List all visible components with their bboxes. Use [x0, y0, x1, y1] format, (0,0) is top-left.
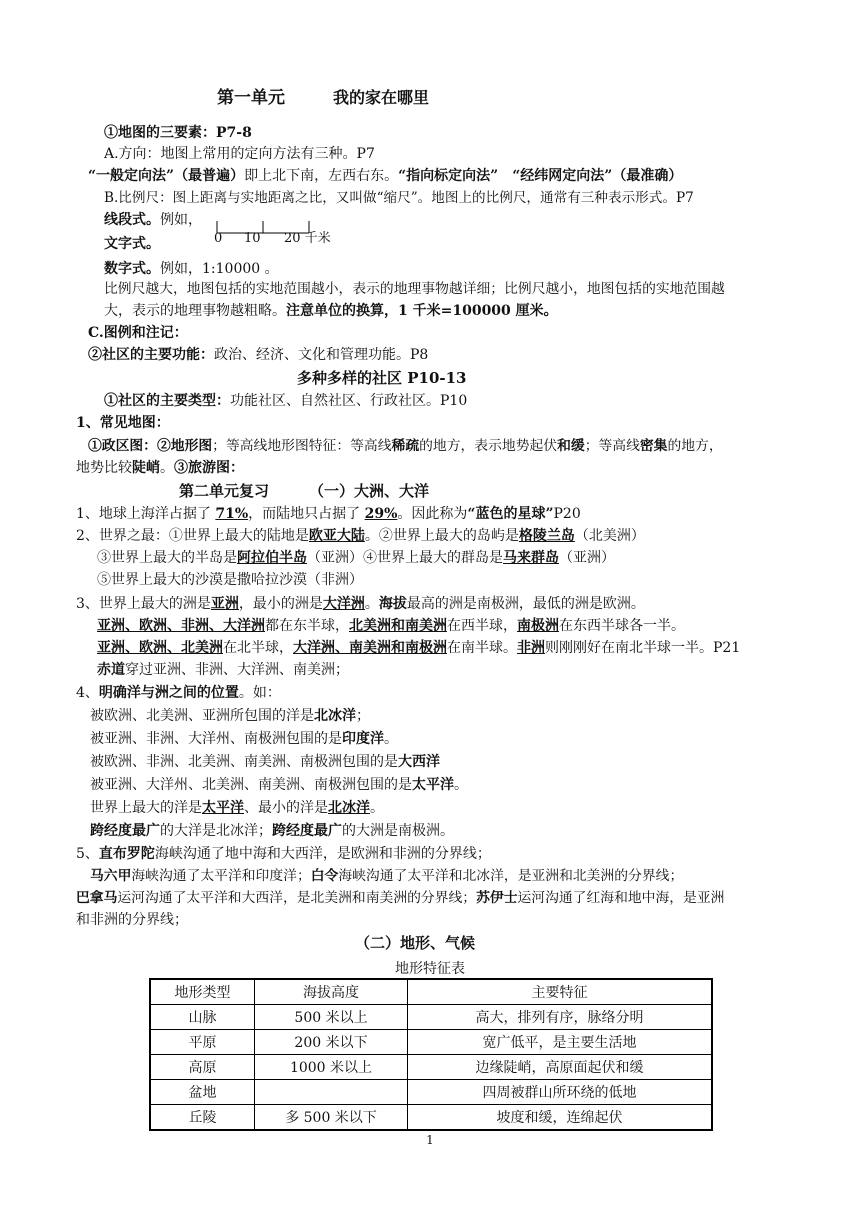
tourist-map-label: ③旅游图： [174, 460, 244, 476]
table-row [150, 1055, 712, 1080]
method-pointer: “指向标定向法” [398, 168, 499, 184]
table-header-cell: 海拔高度 [255, 979, 408, 1005]
line-scale-label: 线段式。 [104, 212, 160, 228]
table-cell: 边缘陡峭，高原面起伏和缓 [408, 1055, 713, 1080]
scale-tick-10: 10 [244, 231, 261, 246]
key-term-underlined: 大洋洲 [322, 596, 365, 612]
unit2-title [179, 481, 429, 501]
text-scale-label: 文字式。 [104, 236, 160, 252]
table-cell: 高大，排列有序，脉络分明 [408, 1005, 713, 1030]
table-row [150, 1105, 712, 1131]
scale-rule-2a: 大，表示的地理事物越粗略。 [104, 303, 286, 319]
text-segment: 5、 [76, 846, 99, 862]
equator-line [97, 660, 349, 680]
map-types-bold: ①政区图：②地形图 [88, 438, 213, 454]
text-segment: P20 [553, 506, 581, 522]
text-segment: （亚洲）④世界上最大的群岛是 [307, 550, 503, 566]
key-term: 白令 [310, 868, 339, 884]
text-segment: 最高的洲是南极洲，最低的洲是欧洲。 [406, 596, 645, 612]
scale-tick-0: 0 [214, 231, 223, 246]
indian-ocean-line [90, 729, 398, 749]
widest-longitude-line [90, 821, 454, 841]
line-scale-example: 例如， [160, 212, 202, 228]
canal-line [76, 888, 724, 908]
ocean-position-heading [76, 683, 281, 703]
table-header-cell: 主要特征 [408, 979, 713, 1005]
key-term-underlined: 大洋洲、南美洲和南极洲 [293, 640, 447, 656]
strait-line-2 [90, 866, 683, 886]
text-segment: 则刚刚好在南北半球一半。P21 [545, 640, 741, 656]
key-term-underlined: 71% [215, 506, 249, 522]
text-segment: 被亚洲、非洲、大洋州、南极洲包围的是 [90, 731, 342, 747]
table-row [150, 1030, 712, 1055]
text-segment: 被欧洲、北美洲、亚洲所包围的洋是 [90, 708, 314, 724]
text-segment: 4、 [76, 685, 99, 701]
key-term: 印度洋 [342, 731, 384, 747]
text-segment: 1、地球上海洋占据了 [76, 506, 216, 522]
unit1-title-text: 我的家在哪里 [333, 88, 430, 107]
atlantic-ocean-line [90, 752, 440, 772]
key-term: 明确洋与洲之间的位置 [98, 685, 239, 701]
text-segment: 运河沟通了太平洋和大西洋，是北美洲和南美洲的分界线； [117, 890, 477, 906]
key-term: “蓝色的星球” [467, 506, 554, 522]
method-grid: “经纬网定向法” [512, 168, 613, 184]
key-term-underlined: 亚洲、欧洲、非洲、大洋洲 [97, 618, 265, 634]
key-term: 跨经度最广 [90, 823, 160, 839]
continents-line-3 [97, 638, 740, 658]
maps-line-2 [76, 458, 244, 478]
scale-rule-1: 比例尺越大，地图包括的实地范围越小，表示的地理事物越详细；比例尺越小，地图包括的实地范围越 [104, 281, 725, 297]
scale-tick-20: 20 千米 [284, 231, 331, 246]
contour-text: 。 [160, 460, 174, 476]
text-segment: 、最小的洋是 [244, 800, 328, 816]
text-segment: ； [356, 708, 370, 724]
text-segment: 世界上最大的洋是 [90, 800, 202, 816]
key-term: 苏伊士 [476, 890, 518, 906]
text-segment: 2、世界之最：①世界上最大的陆地是 [76, 528, 309, 544]
table-cell: 500 米以上 [255, 1005, 408, 1030]
direction-line: A.方向：地图上常用的定向方法有三种。P7 [104, 146, 375, 162]
text-segment: 在南半球。 [447, 640, 517, 656]
text-segment: 在北半球， [223, 640, 293, 656]
contour-text: 地势比较 [76, 460, 132, 476]
text-segment: 。 [370, 800, 384, 816]
contour-text: ；等高线地形图特征：等高线 [212, 438, 392, 454]
map-elements-heading: ①地图的三要素：P7-8 [104, 125, 252, 141]
method-general: “一般定向法” [88, 168, 175, 184]
community-function-label: ②社区的主要功能： [88, 347, 214, 363]
community-type-text: 功能社区、自然社区、行政社区。P10 [230, 393, 468, 409]
text-segment: ，而陆地只占据了 [248, 506, 365, 522]
table-cell [255, 1080, 408, 1105]
pacific-ocean-line [90, 775, 468, 795]
method-general-note: （最普遍） [174, 168, 245, 184]
text-segment: 在西半球， [447, 618, 517, 634]
text-segment: 被亚洲、大洋州、北美洲、南美洲、南极洲包围的是 [90, 777, 412, 793]
text-segment: ⑤世界上最大的沙漠是撒哈拉沙漠（非洲） [97, 572, 363, 588]
contour-steep: 陡峭 [132, 460, 160, 476]
ocean-ratio-line [76, 504, 581, 524]
text-segment: 都在东半球， [265, 618, 349, 634]
text-segment: （北美洲） [574, 528, 645, 544]
table-cell: 高原 [150, 1055, 255, 1080]
common-maps-heading: 1、常见地图： [76, 415, 170, 431]
text-segment: ③世界上最大的半岛是 [97, 550, 237, 566]
community-type-label: ①社区的主要类型： [104, 393, 230, 409]
community-function-line [88, 345, 428, 365]
contour-text: ；等高线 [584, 438, 640, 454]
direction-methods-line [88, 166, 682, 186]
table-cell: 丘陵 [150, 1105, 255, 1131]
scale-definition: B.比例尺：图上距离与实地距离之比，又叫做“缩尺”。地图上的比例尺，通常有三种表示形式。P7 [104, 190, 694, 206]
text-segment: 在东西半球各一半。 [559, 618, 685, 634]
unit2-subtitle: （一）大洲、大洋 [309, 482, 430, 500]
key-term: 北冰洋 [314, 708, 356, 724]
unit1-title [217, 88, 429, 108]
key-term: 马六甲 [90, 868, 132, 884]
key-term: 跨经度最广 [272, 823, 342, 839]
text-segment: 的大洲是南极洲。 [342, 823, 454, 839]
community-subtitle: 多种多样的社区 P10-13 [297, 369, 467, 387]
key-term: 大西洋 [398, 754, 440, 770]
table-cell: 坡度和缓，连绵起伏 [408, 1105, 713, 1131]
continents-line-1 [76, 594, 645, 614]
text-segment: 。如： [238, 685, 281, 701]
unit2-title-text: 第二单元复习 [179, 482, 270, 500]
key-term-underlined: 太平洋 [202, 800, 244, 816]
key-term-underlined: 马来群岛 [503, 550, 559, 566]
text-segment: 。 [364, 596, 379, 612]
key-term: 太平洋 [412, 777, 454, 793]
table-cell: 平原 [150, 1030, 255, 1055]
table-cell: 1000 米以上 [255, 1055, 408, 1080]
text-segment: 。 [454, 777, 468, 793]
community-type-line [104, 391, 467, 411]
table-row [150, 1005, 712, 1030]
maps-line-1 [88, 436, 723, 456]
key-term-underlined: 29% [364, 506, 398, 522]
text-segment: 3、世界上最大的洲是 [76, 596, 211, 612]
contour-sparse: 稀疏 [391, 438, 420, 454]
contour-gentle: 和缓 [557, 438, 585, 454]
table-header-row [150, 979, 712, 1005]
continents-line-2 [97, 616, 685, 636]
text-segment: 被欧洲、非洲、北美洲、南美洲、南极洲包围的是 [90, 754, 398, 770]
scale-rule-2 [104, 301, 558, 321]
text-segment: 和非洲的分界线； [76, 912, 188, 928]
table-caption: 地形特征表 [395, 961, 465, 977]
key-term-underlined: 亚洲、欧洲、北美洲 [97, 640, 223, 656]
text-segment: 的大洋是北冰洋； [160, 823, 272, 839]
key-term: 直布罗陀 [98, 846, 155, 862]
key-term-underlined: 欧亚大陆 [308, 528, 365, 544]
method-general-desc: 即上北下南，左西右东。 [244, 168, 399, 184]
world-records-line-1 [76, 526, 645, 546]
table-cell: 宽广低平，是主要生活地 [408, 1030, 713, 1055]
strait-line-1 [76, 844, 491, 864]
line-scale-line [104, 210, 202, 230]
text-segment: 。 [384, 731, 398, 747]
contour-text: 的地方， [667, 438, 723, 454]
unit1-title-number: 第一单元 [217, 88, 285, 108]
world-records-line-2 [97, 548, 615, 568]
text-segment: 穿过亚洲、非洲、大洋洲、南美洲； [125, 662, 349, 678]
text-segment: 。因此称为 [397, 506, 468, 522]
method-grid-note: （最准确） [612, 168, 683, 184]
text-segment: （亚洲） [559, 550, 615, 566]
section2-title: （二）地形、气候 [355, 934, 476, 952]
scale-bar [214, 219, 334, 249]
table-cell: 盆地 [150, 1080, 255, 1105]
text-segment: 运河沟通了红海和地中海，是亚洲 [517, 890, 725, 906]
text-segment: 海峡沟通了太平洋和北冰洋，是亚洲和北美洲的分界线； [338, 868, 684, 884]
num-scale-example: 例如，1:10000 。 [160, 261, 279, 277]
terrain-table [149, 978, 713, 1131]
key-term: 巴拿马 [76, 890, 118, 906]
table-cell: 多 500 米以下 [255, 1105, 408, 1131]
page-number: 1 [426, 1133, 434, 1147]
key-term-underlined: 南极洲 [517, 618, 559, 634]
text-segment: 海峡沟通了地中海和大西洋，是欧洲和非洲的分界线； [154, 846, 491, 862]
arctic-ocean-line [90, 706, 370, 726]
canal-line-2 [76, 910, 188, 930]
text-segment: 。②世界上最大的岛屿是 [364, 528, 519, 544]
largest-ocean-line [90, 798, 384, 818]
key-term-underlined: 非洲 [517, 640, 545, 656]
table-cell: 四周被群山所环绕的低地 [408, 1080, 713, 1105]
key-term-underlined: 格陵兰岛 [518, 528, 575, 544]
contour-dense: 密集 [639, 438, 668, 454]
num-scale-label: 数字式。 [104, 261, 160, 277]
world-records-line-3 [97, 570, 363, 590]
scale-rule-2b: 注意单位的换算，1 千米=100000 厘米。 [286, 303, 558, 319]
key-term-underlined: 北美洲和南美洲 [349, 618, 447, 634]
key-term: 赤道 [97, 662, 125, 678]
key-term: 海拔 [378, 596, 407, 612]
community-function-text: 政治、经济、文化和管理功能。P8 [214, 347, 429, 363]
text-segment: ，最小的洲是 [238, 596, 323, 612]
key-term-underlined: 亚洲 [210, 596, 239, 612]
table-cell: 山脉 [150, 1005, 255, 1030]
num-scale-line [104, 259, 279, 279]
table-row [150, 1080, 712, 1105]
table-cell: 200 米以下 [255, 1030, 408, 1055]
key-term-underlined: 北冰洋 [328, 800, 370, 816]
text-segment: 海峡沟通了太平洋和印度洋； [131, 868, 311, 884]
legend-heading: C.图例和注记： [88, 325, 188, 341]
table-header-cell: 地形类型 [150, 979, 255, 1005]
key-term-underlined: 阿拉伯半岛 [237, 550, 307, 566]
contour-text: 的地方，表示地势起伏 [419, 438, 558, 454]
